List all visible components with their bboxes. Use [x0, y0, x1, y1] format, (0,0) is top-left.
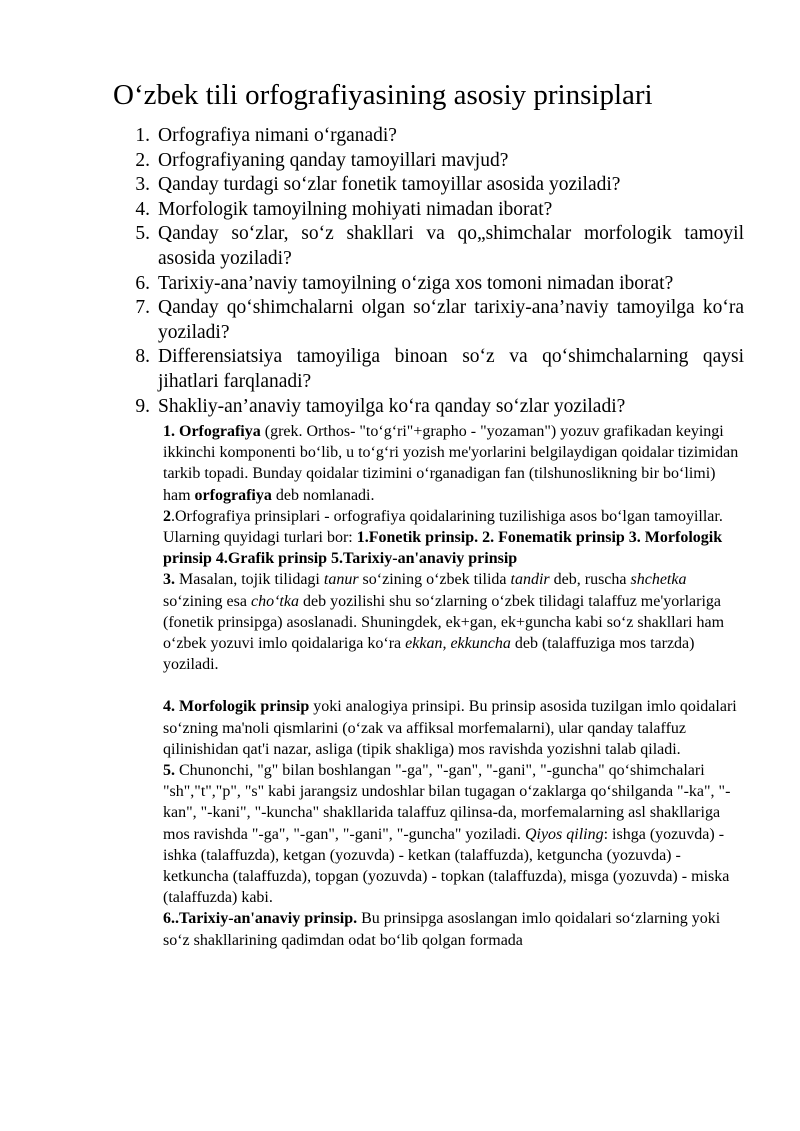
- answer-text: (grek. Orthos- "to‘g‘ri"+grapho - "yozaman") yozuv grafikadan keyingi ikkinchi komponenti bo‘lib, u to‘g‘ri yozish me'yorlarini belgilaydigan qoidalar tizimidan tarkib topadi. Bunday qoidalar tizimini o‘rganadigan fan (tilshunoslikning bir bo‘limi) ham: [163, 423, 739, 504]
- answer-2-heading: 2: [163, 507, 171, 525]
- answer-italic-term: tandir: [510, 571, 550, 589]
- answer-text: deb, ruscha: [549, 571, 631, 589]
- answer-3-paragraph: [163, 569, 743, 675]
- list-item: [128, 173, 744, 198]
- answer-italic-term: shchetka: [630, 571, 687, 589]
- answer-text: yoki analogiya prinsipi. Bu prinsip asosida tuzilgan imlo qoidalari so‘zning ma'noli qismlarini (o‘zak va affiksal morfemalarni), ular qanday talaffuz qilinishidan qat'i nazar, asliga (tipik shakliga) mos ravishda yozishni talab qiladi.: [163, 698, 737, 758]
- list-item-number: 3 .: [128, 173, 154, 198]
- list-item-number: 7 .: [128, 296, 154, 321]
- answer-text: Chunonchi, "g" bilan boshlangan "-ga", "-gan", "-gani", "-guncha" qo‘shimchalari "sh","t","p", "s" kabi jarangsiz undoshlar bilan tugagan o‘zaklarga qo‘shilganda "-ka", "-kan", "-kani", "-kuncha" shakllarida talaffuz qilinsa-da, morfemalarning asl shakllariga mos ravishda "-ga", "-gan", "-gani", "-guncha" yoziladi.: [163, 762, 731, 843]
- list-item-text: Orfografiya nimani o‘rganadi?: [158, 125, 397, 146]
- answer-1-heading: 1. Orfografiya: [163, 423, 261, 440]
- list-item: [128, 149, 744, 174]
- answer-2-paragraph: [163, 506, 743, 570]
- list-item: [128, 345, 744, 394]
- answer-bold-term: 1.Fonetik prinsip. 2. Fonematik prinsip 3. Morfologik prinsip 4.Grafik prinsip 5.Tarixiy-an'anaviy prinsip: [163, 529, 723, 568]
- list-item-text: Differensiatsiya tamoyiliga binoan so‘z va qo‘shimchalarning qaysi jihatlari farqlanadi?: [158, 346, 744, 392]
- answer-text: .Orfografiya prinsiplari - orfografiya qoidalarining tuzilishiga asos bo‘lgan tamoyillar. Ularning quyidagi turlari bor:: [163, 507, 723, 547]
- answers-body: [163, 421, 743, 951]
- list-item-text: Qanday so‘zlar, so‘z shakllari va qo„shimchalar morfologik tamoyil asosida yoziladi?: [158, 223, 744, 269]
- answer-4-paragraph: [163, 696, 743, 760]
- answer-text: : ishga (yozuvda) - ishka (talaffuzda), ketgan (yozuvda) - ketkan (talaffuzda), ketguncha (yozuvda) - ketkuncha (talaffuzda), topgan (yozuvda) - topkan (talaffuzda), misga (yozuvda) - miska (talaffuzda) kabi.: [163, 825, 730, 907]
- list-item: [128, 124, 744, 149]
- answer-bold-term: orfografiya: [194, 486, 272, 504]
- answer-italic-term: Qiyos qiling: [524, 825, 604, 843]
- list-item-text: Qanday qo‘shimchalarni olgan so‘zlar tarixiy-ana’naviy tamoyilga ko‘ra yoziladi?: [158, 297, 744, 343]
- list-item-number: 5 .: [128, 222, 154, 247]
- list-item-text: Tarixiy-ana’naviy tamoyilning o‘ziga xos tomoni nimadan iborat?: [158, 272, 674, 294]
- answer-text: deb yozilishi shu so‘zlarning o‘zbek tilidagi talaffuz me'yorlariga (fonetik prinsipga) asoslanadi. Shuningdek, ek+gan, ek+guncha kabi so‘z shakllari ham o‘zbek yozuvi imlo qoidalariga ko‘ra: [163, 592, 725, 653]
- answer-1-paragraph: [163, 421, 743, 506]
- list-item-text: Shakliy-an’anaviy tamoyilga ko‘ra qanday so‘zlar yoziladi?: [158, 395, 626, 417]
- answer-5-heading: 5.: [163, 762, 175, 780]
- answer-text: Masalan, tojik tilidagi: [175, 571, 324, 589]
- list-item: [128, 198, 744, 223]
- answer-text: deb (talaffuziga mos tarzda) yoziladi.: [163, 635, 695, 674]
- page-title: O‘zbek tili orfografiyasining asosiy prinsiplari: [113, 79, 653, 111]
- list-item-text: Orfografiyaning qanday tamoyillari mavjud?: [158, 149, 509, 171]
- answer-italic-term: tanur: [323, 571, 359, 589]
- answer-3-heading: 3.: [163, 571, 175, 589]
- list-item-text: Qanday turdagi so‘zlar fonetik tamoyillar asosida yoziladi?: [158, 174, 621, 196]
- answer-5-paragraph: [163, 760, 743, 908]
- answer-4-heading: 4. Morfologik prinsip: [163, 698, 310, 716]
- answer-text: deb nomlanadi.: [271, 486, 375, 504]
- list-item-number: 4 .: [128, 198, 154, 223]
- answer-text: Bu prinsipga asoslangan imlo qoidalari so‘zlarning yoki so‘z shakllarining qadimdan odat bo‘lib qolgan formada: [163, 910, 721, 949]
- answer-text: so‘zining o‘zbek tilida: [358, 571, 511, 589]
- answer-6-heading: 6..Tarixiy-an'anaviy prinsip.: [163, 910, 358, 928]
- answer-6-paragraph: [163, 908, 743, 950]
- question-list: [128, 124, 744, 419]
- answer-italic-term: ekkan, ekkuncha: [405, 635, 511, 653]
- list-item: [128, 395, 744, 420]
- list-item-number: 6 .: [128, 272, 154, 297]
- answer-text: so‘zining esa: [163, 592, 251, 610]
- list-item: [128, 222, 744, 271]
- list-item: [128, 296, 744, 345]
- list-item-number: 1 .: [128, 124, 154, 149]
- list-item-number: 9 .: [128, 395, 154, 420]
- list-item-number: 8 .: [128, 345, 154, 370]
- list-item-number: 2 .: [128, 149, 154, 174]
- paragraph-spacer: [163, 675, 743, 696]
- answer-italic-term: cho‘tka: [250, 592, 299, 610]
- list-item: [128, 272, 744, 297]
- list-item-text: Morfologik tamoyilning mohiyati nimadan iborat?: [158, 198, 553, 220]
